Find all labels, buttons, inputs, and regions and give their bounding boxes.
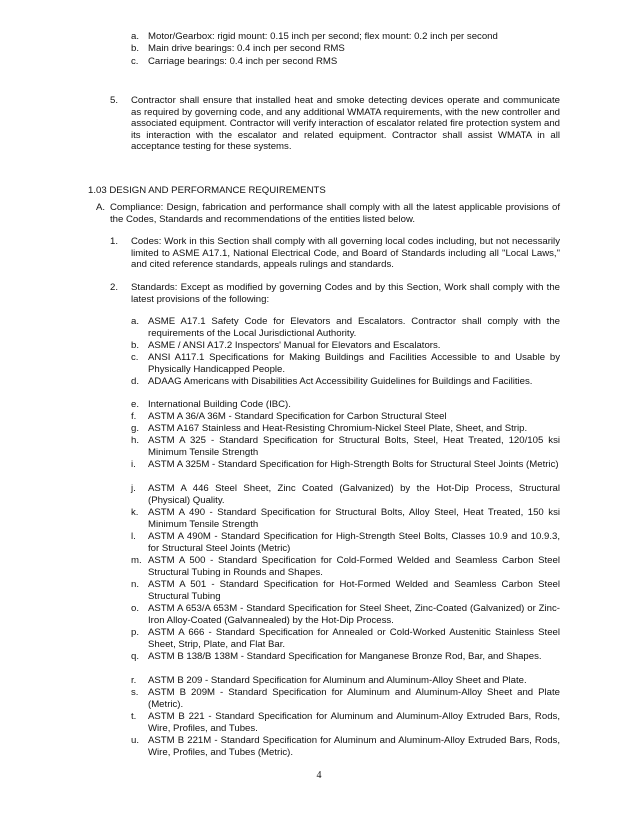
item-text: International Building Code (IBC). [148, 399, 291, 410]
item-label: 5. [110, 95, 119, 106]
standard-item [131, 483, 560, 506]
item-text: Compliance: Design, fabrication and performance shall comply with all the latest applicable provisions of the Codes, Standards and recommendations of the entities listed below. [110, 202, 560, 225]
item-label: m. [131, 555, 142, 566]
standard-item [131, 459, 560, 471]
standard-item [131, 531, 560, 554]
item-label: q. [131, 651, 140, 662]
item-text: ASTM A 325 - Standard Specification for Structural Bolts, Steel, Heat Treated, 120/105 ksi Minimum Tensile Strength [148, 435, 560, 458]
item-text: ANSI A117.1 Specifications for Making Buildings and Facilities Accessible to and Usable by Physically Handicapped People. [148, 352, 560, 375]
item-text: ASTM A 446 Steel Sheet, Zinc Coated (Galvanized) by the Hot-Dip Process, Structural (Physical) Quality. [148, 483, 560, 506]
item-label: d. [131, 376, 140, 387]
item-label: i. [131, 459, 136, 470]
standard-item [131, 316, 560, 339]
standard-item [131, 651, 560, 663]
item-text: ASTM A 325M - Standard Specification for High-Strength Bolts for Structural Steel Joints (Metric) [148, 459, 559, 470]
item-text: ASTM B 221 - Standard Specification for Aluminum and Aluminum-Alloy Extruded Bars, Rods, Wire, Profiles, and Tubes. [148, 711, 560, 734]
item-label: n. [131, 579, 140, 590]
standard-item [131, 411, 560, 423]
standard-item [131, 507, 560, 530]
item-label: k. [131, 507, 139, 518]
list-item [131, 56, 560, 68]
item-label: h. [131, 435, 140, 446]
item-text: ASME A17.1 Safety Code for Elevators and Escalators. Contractor shall comply with the requirements of the Local Jurisdictional Authority. [148, 316, 560, 339]
numbered-paragraph-2 [110, 282, 560, 305]
item-text: Main drive bearings: 0.4 inch per second RMS [148, 43, 345, 54]
standard-item [131, 687, 560, 710]
standard-item [131, 435, 560, 458]
standard-item [131, 376, 560, 388]
numbered-paragraph-5 [110, 95, 560, 153]
item-text: ASTM B 138/B 138M - Standard Specification for Manganese Bronze Rod, Bar, and Shapes. [148, 651, 542, 662]
item-text: Motor/Gearbox: rigid mount: 0.15 inch per second; flex mount: 0.2 inch per second [148, 31, 498, 42]
item-label: b. [131, 340, 140, 351]
item-label: c. [131, 56, 139, 67]
item-label: a. [131, 31, 140, 42]
item-label: a. [131, 316, 140, 327]
item-text: Contractor shall ensure that installed heat and smoke detecting devices operate and communicate as required by governing code, and any additional WMATA requirements, with the new controller and associated equipment. Contractor will verify interaction of escalator related fire protection system and its interaction with the escalator and related equipment. Contractor shall assist WMATA in all acceptance testing for these systems. [131, 95, 560, 153]
item-label: A. [96, 202, 106, 213]
item-label: l. [131, 531, 136, 542]
standard-item [131, 603, 560, 626]
item-text: ASTM A 36/A 36M - Standard Specification for Carbon Structural Steel [148, 411, 447, 422]
standard-item [131, 711, 560, 734]
item-text: Carriage bearings: 0.4 inch per second RMS [148, 56, 338, 67]
numbered-paragraph-1 [110, 236, 560, 271]
item-label: 2. [110, 282, 119, 293]
item-text: ASTM A 653/A 653M - Standard Specification for Steel Sheet, Zinc-Coated (Galvanized) or Zinc-Iron Alloy-Coated (Galvannealed) by the Hot-Dip Process. [148, 603, 560, 626]
item-text: ADAAG Americans with Disabilities Act Accessibility Guidelines for Buildings and Facilities. [148, 376, 533, 387]
lettered-paragraph-a [96, 202, 560, 225]
item-label: p. [131, 627, 140, 638]
item-label: c. [131, 352, 139, 363]
item-text: Standards: Except as modified by governing Codes and by this Section, Work shall comply with the latest provisions of the following: [131, 282, 560, 305]
item-text: ASTM A 666 - Standard Specification for Annealed or Cold-Worked Austenitic Stainless Steel Sheet, Strip, Plate, and Flat Bar. [148, 627, 560, 650]
item-text: ASTM B 209M - Standard Specification for Aluminum and Aluminum-Alloy Sheet and Plate (Metric). [148, 687, 560, 710]
item-label: e. [131, 399, 140, 410]
standard-item [131, 675, 560, 687]
item-text: ASTM A167 Stainless and Heat-Resisting Chromium-Nickel Steel Plate, Sheet, and Strip. [148, 423, 528, 434]
item-label: 1. [110, 236, 119, 247]
standard-item [131, 352, 560, 375]
list-item [131, 31, 560, 43]
item-text: ASTM A 490M - Standard Specification for High-Strength Steel Bolts, Classes 10.9 and 10.9.3, for Structural Steel Joints (Metric) [148, 531, 560, 554]
item-label: o. [131, 603, 140, 614]
item-label: f. [131, 411, 137, 422]
standard-item [131, 555, 560, 578]
item-text: ASTM B 209 - Standard Specification for Aluminum and Aluminum-Alloy Sheet and Plate. [148, 675, 527, 686]
item-text: ASTM B 221M - Standard Specification for Aluminum and Aluminum-Alloy Extruded Bars, Rods, Wire, Profiles, and Tubes (Metric). [148, 735, 560, 758]
item-text: ASTM A 500 - Standard Specification for Cold-Formed Welded and Seamless Carbon Steel Structural Tubing in Rounds and Shapes. [148, 555, 560, 578]
item-text: Codes: Work in this Section shall comply with all governing local codes including, but not necessarily limited to ASME A17.1, National Electrical Code, and Board of Standards including all "Local Laws," and cited reference standards, appeals rulings and standards. [131, 236, 560, 271]
standard-item [131, 627, 560, 650]
item-label: s. [131, 687, 139, 698]
item-text: ASME / ANSI A17.2 Inspectors' Manual for Elevators and Escalators. [148, 340, 441, 351]
item-text: ASTM A 501 - Standard Specification for Hot-Formed Welded and Seamless Carbon Steel Structural Tubing [148, 579, 560, 602]
item-label: b. [131, 43, 140, 54]
page-number: 4 [316, 770, 322, 781]
item-text: ASTM A 490 - Standard Specification for Structural Bolts, Alloy Steel, Heat Treated, 150 ksi Minimum Tensile Strength [148, 507, 560, 530]
standard-item [131, 399, 560, 411]
item-label: u. [131, 735, 140, 746]
standard-item [131, 579, 560, 602]
standard-item [131, 735, 560, 758]
list-item [131, 43, 560, 55]
section-heading: 1.03 DESIGN AND PERFORMANCE REQUIREMENTS [88, 185, 326, 196]
standard-item [131, 423, 560, 435]
item-label: g. [131, 423, 140, 434]
item-label: t. [131, 711, 137, 722]
item-label: r. [131, 675, 137, 686]
item-label: j. [131, 483, 136, 494]
standard-item [131, 340, 560, 352]
